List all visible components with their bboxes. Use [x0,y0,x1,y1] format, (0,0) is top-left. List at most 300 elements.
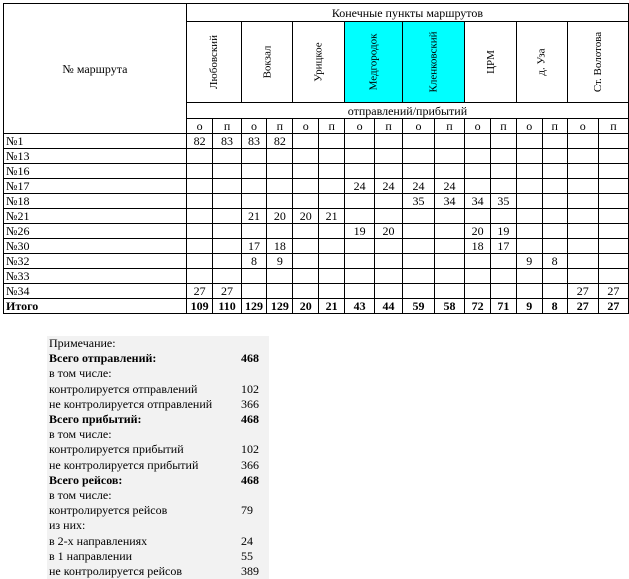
table-cell [293,194,318,209]
table-cell [293,179,318,194]
stop-header [465,22,517,103]
table-cell [186,254,212,269]
note-label: в том числе: [49,427,112,442]
table-cell [345,134,374,149]
op-label: п [434,119,464,134]
table-cell [318,224,344,239]
table-cell: 27 [598,284,628,299]
table-cell [567,134,598,149]
table-cell [345,194,374,209]
stop-name: д. Уза [535,48,548,76]
table-cell [434,239,464,254]
table-cell: 71 [491,299,517,314]
table-cell [213,239,241,254]
table-cell [213,209,241,224]
note-label: не контролируется рейсов [49,564,183,579]
table-cell [567,194,598,209]
table-cell [318,134,344,149]
stop-header [293,22,345,103]
table-cell [213,224,241,239]
table-cell [345,254,374,269]
table-cell [491,164,517,179]
table-row [4,194,629,209]
table-cell [516,164,542,179]
table-cell: 34 [465,194,491,209]
op-label: о [465,119,491,134]
table-row [4,149,629,164]
table-cell [567,179,598,194]
table-cell: 82 [267,134,293,149]
table-cell [567,149,598,164]
table-cell: 83 [213,134,241,149]
note-value: 24 [241,533,253,548]
note-label: Примечание: [49,336,116,350]
table-cell [567,239,598,254]
table-cell: 20 [293,299,318,314]
table-cell: 21 [241,209,266,224]
note-line [47,366,269,381]
table-cell [465,209,491,224]
table-cell: 8 [542,299,567,314]
table-cell [241,194,266,209]
table-cell [465,134,491,149]
table-cell [542,284,567,299]
op-label: п [491,119,517,134]
table-cell [213,254,241,269]
table-cell [403,134,435,149]
table-cell [318,164,344,179]
table-cell [403,284,435,299]
table-cell [241,149,266,164]
table-cell [598,179,628,194]
table-cell [213,194,241,209]
table-cell: 27 [567,284,598,299]
table-row [4,134,629,149]
dep-arr-label: отправлений/прибытий [186,103,628,119]
table-cell [186,209,212,224]
table-cell [542,269,567,284]
table-cell [491,209,517,224]
note-label: Всего рейсов: [49,472,123,487]
table-cell [374,164,402,179]
stop-name: Любовский [207,35,220,89]
table-cell: 59 [403,299,435,314]
note-line [47,503,269,518]
table-cell [542,164,567,179]
stop-header [345,22,403,103]
route-label: №21 [4,209,187,224]
routes-table [3,3,629,314]
table-cell [542,224,567,239]
table-cell [267,164,293,179]
table-cell [491,179,517,194]
table-cell [374,134,402,149]
table-cell [542,194,567,209]
table-cell [186,149,212,164]
table-cell [598,134,628,149]
table-cell: 20 [465,224,491,239]
route-label: №30 [4,239,187,254]
note-label: в том числе: [49,488,112,503]
table-cell [491,134,517,149]
table-cell [374,209,402,224]
table-cell [465,179,491,194]
op-label: о [516,119,542,134]
note-label: контролируется отправлений [49,381,198,396]
table-cell [241,179,266,194]
table-cell [374,239,402,254]
table-cell [318,269,344,284]
table-cell: 24 [374,179,402,194]
table-cell: 109 [186,299,212,314]
op-label: о [403,119,435,134]
table-cell [318,284,344,299]
table-row [4,254,629,269]
route-label: №34 [4,284,187,299]
table-cell: 9 [516,254,542,269]
table-cell [491,269,517,284]
stop-header [241,22,293,103]
table-cell [542,209,567,224]
table-cell [434,164,464,179]
note-line [47,427,269,442]
note-label: не контролируется прибытий [49,457,199,472]
table-row [4,179,629,194]
note-label: Всего прибытий: [49,412,142,427]
route-label: №17 [4,179,187,194]
stop-header [403,22,465,103]
table-cell [516,194,542,209]
route-label: №33 [4,269,187,284]
table-cell [434,284,464,299]
note-line [47,382,269,397]
table-row [4,269,629,284]
table-cell [213,179,241,194]
table-cell [241,224,266,239]
table-cell [567,269,598,284]
op-label: п [267,119,293,134]
table-cell: 43 [345,299,374,314]
table-cell [374,269,402,284]
table-cell [293,134,318,149]
note-line [47,564,269,579]
note-value: 102 [241,381,259,396]
table-row [4,239,629,254]
table-cell: 18 [267,239,293,254]
route-label: №1 [4,134,187,149]
note-value: 79 [241,503,253,518]
table-cell [434,149,464,164]
op-label: п [213,119,241,134]
op-label: о [567,119,598,134]
table-cell [598,164,628,179]
op-label: п [542,119,567,134]
table-cell [293,269,318,284]
note-line [47,518,269,533]
stop-name: Медгородок [367,33,380,91]
note-value: 102 [241,442,259,457]
table-cell [374,194,402,209]
note-value: 366 [241,396,259,411]
table-cell: 58 [434,299,464,314]
note-label: в 1 направлении [49,548,133,563]
table-cell [293,149,318,164]
table-cell [213,269,241,284]
table-cell: 34 [434,194,464,209]
stop-name: Ст. Волотова [591,31,604,93]
table-cell: 27 [186,284,212,299]
table-cell: 44 [374,299,402,314]
table-cell: 19 [491,224,517,239]
table-cell [434,269,464,284]
table-cell [345,209,374,224]
table-cell: 35 [491,194,517,209]
table-cell [267,284,293,299]
table-cell [241,164,266,179]
table-cell: 24 [403,179,435,194]
table-cell [293,224,318,239]
note-label: Всего отправлений: [49,351,157,366]
table-cell: 8 [241,254,266,269]
table-cell: 17 [241,239,266,254]
table-cell: 17 [491,239,517,254]
table-cell [374,254,402,269]
notes-block [47,336,269,579]
note-line [47,412,269,427]
table-cell [293,284,318,299]
route-label: №13 [4,149,187,164]
table-cell: 129 [241,299,266,314]
table-cell [267,149,293,164]
stop-name: ЦРМ [484,50,497,74]
note-value [239,366,269,381]
table-cell [542,239,567,254]
table-cell [213,164,241,179]
table-cell [186,194,212,209]
route-label: Итого [4,299,187,314]
table-cell: 27 [598,299,628,314]
note-line [47,488,269,503]
table-cell [293,254,318,269]
table-cell: 20 [293,209,318,224]
op-label: п [318,119,344,134]
note-label: контролируется рейсов [49,503,168,518]
table-cell: 8 [542,254,567,269]
table-cell [516,224,542,239]
note-line [47,549,269,564]
stop-header [567,22,628,103]
note-line [47,336,269,351]
op-label: п [598,119,628,134]
table-cell [567,209,598,224]
table-cell [318,194,344,209]
note-value [239,336,269,351]
note-line [47,534,269,549]
table-cell [542,149,567,164]
table-cell [186,239,212,254]
note-value: 389 [241,564,259,579]
note-label: из них: [49,518,86,533]
table-cell: 129 [267,299,293,314]
table-cell [267,194,293,209]
note-label: в 2-х направлениях [49,533,148,548]
op-label: о [186,119,212,134]
table-cell [516,134,542,149]
note-line [47,473,269,488]
table-cell [491,149,517,164]
table-cell [267,269,293,284]
table-row [4,209,629,224]
table-cell [465,164,491,179]
table-cell: 21 [318,299,344,314]
table-cell [542,179,567,194]
table-row [4,284,629,299]
route-label: №16 [4,164,187,179]
table-cell [516,209,542,224]
table-cell [465,269,491,284]
stop-name: Урицкое [312,42,325,82]
table-cell [465,284,491,299]
table-cell [434,254,464,269]
table-cell: 83 [241,134,266,149]
table-cell [598,239,628,254]
note-value: 366 [241,457,259,472]
table-cell [403,269,435,284]
table-cell [403,224,435,239]
table-cell [267,179,293,194]
note-line [47,351,269,366]
stop-header [186,22,241,103]
table-cell [598,224,628,239]
table-cell: 20 [267,209,293,224]
table-cell: 35 [403,194,435,209]
table-cell [213,149,241,164]
note-line [47,458,269,473]
table-cell [241,269,266,284]
table-cell [598,149,628,164]
table-cell [598,269,628,284]
table-cell [516,239,542,254]
table-cell [434,209,464,224]
table-cell [374,284,402,299]
table-cell: 21 [318,209,344,224]
route-number-header: № маршрута [4,4,187,134]
note-value [239,488,269,503]
table-cell [598,254,628,269]
terminals-title: Конечные пункты маршрутов [186,4,628,22]
stop-name: Вокзал [261,45,274,79]
table-cell [345,269,374,284]
table-row [4,299,629,314]
table-cell [318,254,344,269]
table-cell [434,134,464,149]
table-cell [491,284,517,299]
note-label: в том числе: [49,366,112,381]
table-cell [598,209,628,224]
table-cell [403,239,435,254]
table-cell [465,254,491,269]
table-cell: 19 [345,224,374,239]
table-cell [403,149,435,164]
table-cell [516,284,542,299]
stop-name: Кленковский [427,31,440,93]
table-cell [516,149,542,164]
note-value [239,427,269,442]
table-cell [318,239,344,254]
table-row [4,164,629,179]
op-label: о [293,119,318,134]
table-cell [186,224,212,239]
table-cell [516,179,542,194]
note-line [47,442,269,457]
table-cell [186,179,212,194]
table-cell [567,224,598,239]
note-value [239,518,269,533]
table-cell [403,164,435,179]
table-cell: 9 [516,299,542,314]
table-cell: 27 [213,284,241,299]
table-cell [345,239,374,254]
note-label: контролируется прибытий [49,442,184,457]
note-value: 468 [241,351,259,366]
op-label: п [374,119,402,134]
table-cell: 72 [465,299,491,314]
op-label: о [241,119,266,134]
table-cell: 27 [567,299,598,314]
table-cell [345,164,374,179]
table-cell [567,164,598,179]
table-cell [516,269,542,284]
table-cell [434,224,464,239]
table-cell [567,254,598,269]
note-value: 468 [241,472,259,487]
table-cell [241,284,266,299]
table-cell [318,149,344,164]
table-cell: 18 [465,239,491,254]
route-label: №32 [4,254,187,269]
note-value: 468 [241,412,259,427]
table-cell [293,164,318,179]
table-cell [345,149,374,164]
table-cell [465,149,491,164]
table-cell [345,284,374,299]
op-label: о [345,119,374,134]
stop-header [516,22,567,103]
table-cell [293,239,318,254]
table-cell [267,224,293,239]
table-cell [491,254,517,269]
table-cell: 24 [434,179,464,194]
table-cell [186,164,212,179]
note-line [47,397,269,412]
table-cell [186,269,212,284]
table-cell [403,209,435,224]
table-cell [374,149,402,164]
table-cell [318,179,344,194]
table-cell: 110 [213,299,241,314]
table-row [4,224,629,239]
table-cell: 9 [267,254,293,269]
table-cell [598,194,628,209]
table-cell [403,254,435,269]
note-value: 55 [241,548,253,563]
table-cell: 24 [345,179,374,194]
route-label: №26 [4,224,187,239]
table-cell [542,134,567,149]
route-label: №18 [4,194,187,209]
table-cell: 82 [186,134,212,149]
table-cell: 20 [374,224,402,239]
